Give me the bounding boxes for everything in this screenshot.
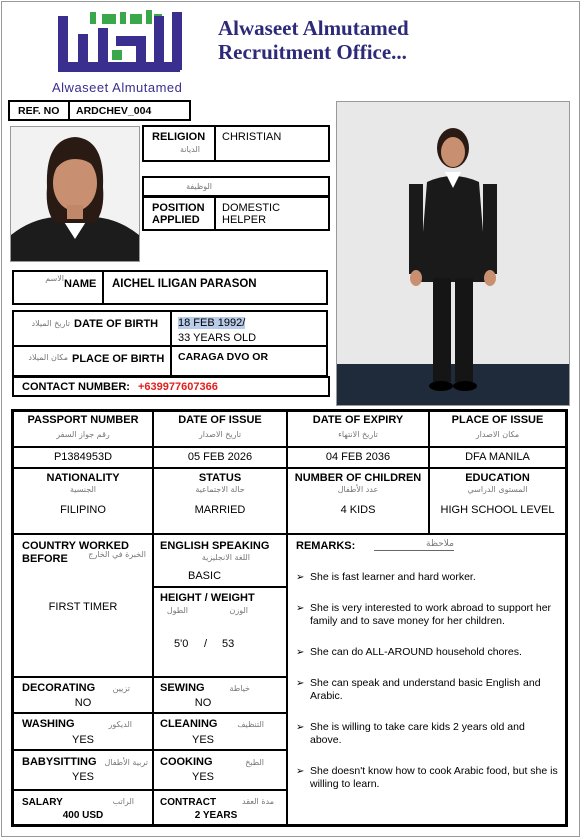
height-weight-separator: / (204, 638, 208, 650)
position-label-line1: POSITION (152, 202, 205, 214)
passport-number-value-cell (13, 447, 153, 468)
full-body-portrait-icon (337, 102, 569, 405)
position-label-ar: الوظيفة (186, 182, 212, 191)
remarks-cell (287, 534, 566, 825)
dob-divider (170, 312, 172, 345)
status-label-ar: حالة الاجتماعية (195, 485, 245, 494)
sewing-label-ar: خياطة (229, 684, 250, 693)
issue-place-cell (429, 411, 566, 447)
ref-divider (68, 102, 70, 119)
education-label-ar: المستوى الدراسي (467, 485, 528, 494)
education-value: HIGH SCHOOL LEVEL (440, 504, 555, 516)
remarks-underline (374, 550, 454, 551)
status-cell (153, 468, 287, 534)
ref-box (8, 100, 191, 121)
religion-divider (214, 127, 216, 160)
remark-item: ➢ She can do ALL-AROUND household chores. (296, 646, 558, 659)
height-label-ar: الطول (166, 606, 188, 615)
weight-value: 53 (222, 638, 235, 650)
children-cell (287, 468, 429, 534)
weight-label-ar: الوزن (229, 606, 248, 615)
ref-label: REF. NO (18, 105, 60, 117)
remarks-list (296, 571, 558, 809)
washing-cell (13, 713, 153, 750)
contact-label: CONTACT NUMBER: (22, 381, 130, 393)
nationality-value: FILIPINO (60, 504, 106, 516)
passport-number-value: P1384953D (53, 451, 113, 463)
washing-label-ar: الديكور (108, 720, 132, 729)
issue-date-value: 05 FEB 2026 (187, 451, 253, 463)
name-divider (102, 272, 104, 303)
pob-label: PLACE OF BIRTH (72, 353, 165, 365)
education-cell (429, 468, 566, 534)
issue-place-value-cell (429, 447, 566, 468)
children-value: 4 KIDS (340, 504, 376, 516)
pob-box (12, 345, 328, 377)
passport-number-cell (13, 411, 153, 447)
cleaning-value: YES (191, 734, 214, 746)
headshot-portrait-icon (11, 127, 139, 261)
nationality-label: NATIONALITY (46, 472, 120, 484)
country-worked-label-line1: COUNTRY WORKED (22, 540, 129, 552)
babysitting-value: YES (71, 771, 94, 783)
remark-item: ➢ She can speak and understand basic English and Arabic. (296, 677, 558, 703)
company-logo (50, 6, 200, 96)
english-label: ENGLISH SPEAKING (160, 540, 270, 552)
contract-label-ar: مدة العقد (242, 797, 274, 806)
issue-date-label-ar: تاريخ الاصدار (198, 430, 242, 439)
nationality-cell (13, 468, 153, 534)
company-name-line2: Recruitment Office... (218, 40, 407, 64)
name-box (12, 270, 328, 305)
english-label-ar: اللغة الانجليزية (201, 553, 250, 562)
remarks-label-ar: ملاحظة (426, 539, 454, 549)
cleaning-cell (153, 713, 287, 750)
remark-item: ➢ She is very interested to work abroad to support her family and to save money for her children. (296, 602, 558, 628)
issue-date-cell (153, 411, 287, 447)
full-body-photo (336, 101, 570, 406)
religion-label: RELIGION (152, 131, 206, 143)
expiry-date-value: 04 FEB 2036 (325, 451, 391, 463)
name-label: NAME (64, 278, 97, 290)
cooking-label-ar: الطبخ (245, 758, 264, 767)
country-worked-label-ar: الخبرة في الخارج (88, 550, 146, 559)
passport-number-label-ar: رقم جواز السفر (56, 430, 110, 439)
passport-number-label: PASSPORT NUMBER (27, 414, 139, 426)
sewing-value: NO (194, 697, 212, 709)
dob-value-date: 18 FEB 1992/ (178, 317, 246, 329)
country-worked-value: FIRST TIMER (48, 601, 118, 613)
babysitting-label-ar: تربية الأطفال (104, 758, 148, 767)
remark-item: ➢ She doesn't know how to cook Arabic food, but she is willing to learn. (296, 765, 558, 791)
dob-value-age: 33 YEARS OLD (178, 332, 257, 344)
children-label: NUMBER OF CHILDREN (294, 472, 422, 484)
sewing-label: SEWING (160, 682, 205, 694)
position-value-line2: HELPER (222, 214, 267, 226)
education-label: EDUCATION (465, 472, 530, 484)
cleaning-label-ar: التنظيف (237, 720, 264, 729)
english-cell (153, 534, 287, 587)
babysitting-label: BABYSITTING (22, 756, 97, 768)
contact-value[interactable]: +639977607366 (138, 381, 218, 393)
remark-item: ➢ She is fast learner and hard worker. (296, 571, 558, 584)
salary-cell (13, 790, 153, 825)
issue-date-value-cell (153, 447, 287, 468)
issue-date-label: DATE OF ISSUE (178, 414, 262, 426)
name-label-ar: الاسم (45, 274, 64, 283)
remarks-label: REMARKS: (296, 540, 356, 552)
washing-label: WASHING (22, 718, 75, 730)
name-value: AICHEL ILIGAN PARASON (112, 278, 257, 290)
cooking-label: COOKING (160, 756, 213, 768)
salary-label-ar: الراتب (112, 797, 134, 806)
position-box (142, 196, 330, 231)
position-value-line1: DOMESTIC (222, 202, 281, 214)
country-worked-label-line2: BEFORE (22, 553, 68, 565)
height-weight-cell (153, 587, 287, 677)
company-name-line1: Alwaseet Almutamed (218, 16, 409, 40)
religion-value: CHRISTIAN (222, 131, 282, 143)
cooking-cell (153, 750, 287, 790)
issue-place-value: DFA MANILA (465, 451, 530, 463)
nationality-label-ar: الجنسية (69, 485, 97, 494)
headshot-photo (10, 126, 140, 262)
ref-value: ARDCHEV_004 (76, 105, 152, 117)
cooking-value: YES (191, 771, 214, 783)
position-divider (214, 198, 216, 229)
status-value: MARRIED (194, 504, 246, 516)
washing-value: YES (71, 734, 94, 746)
pob-divider (170, 347, 172, 375)
salary-value: 400 USD (62, 810, 104, 821)
country-worked-cell (13, 534, 153, 677)
position-label-line2: APPLIED (152, 214, 200, 226)
expiry-date-label: DATE OF EXPIRY (312, 414, 404, 426)
logo-text: Alwaseet Almutamed (52, 80, 183, 95)
babysitting-cell (13, 750, 153, 790)
issue-place-label-ar: مكان الاصدار (475, 430, 520, 439)
dob-box (12, 310, 328, 347)
decorating-label: DECORATING (22, 682, 96, 694)
expiry-date-cell (287, 411, 429, 447)
issue-place-label: PLACE OF ISSUE (451, 414, 544, 426)
expiry-date-value-cell (287, 447, 429, 468)
dob-label: DATE OF BIRTH (74, 318, 159, 330)
dob-label-ar: تاريخ الميلاد (31, 319, 70, 328)
position-ar-box (142, 176, 330, 197)
pob-label-ar: مكان الميلاد (28, 353, 68, 362)
salary-label: SALARY (22, 797, 63, 808)
contract-label: CONTRACT (160, 797, 217, 808)
expiry-date-label-ar: تاريخ الانتهاء (338, 430, 378, 439)
children-label-ar: عدد الأطفال (337, 485, 379, 494)
cleaning-label: CLEANING (160, 718, 218, 730)
decorating-cell (13, 677, 153, 713)
pob-value: CARAGA DVO OR (178, 351, 269, 363)
english-value: BASIC (188, 570, 222, 582)
status-label: STATUS (198, 472, 242, 484)
height-value: 5'0 (174, 638, 189, 650)
decorating-label-ar: تزيين (112, 684, 130, 693)
religion-label-ar: الديانة (179, 145, 200, 154)
contract-value: 2 YEARS (194, 810, 238, 821)
sewing-cell (153, 677, 287, 713)
religion-box (142, 125, 330, 162)
contract-cell (153, 790, 287, 825)
remark-item: ➢ She is willing to take care kids 2 years old and above. (296, 721, 558, 747)
contact-box (12, 376, 330, 397)
decorating-value: NO (74, 697, 92, 709)
height-weight-label: HEIGHT / WEIGHT (160, 592, 255, 604)
